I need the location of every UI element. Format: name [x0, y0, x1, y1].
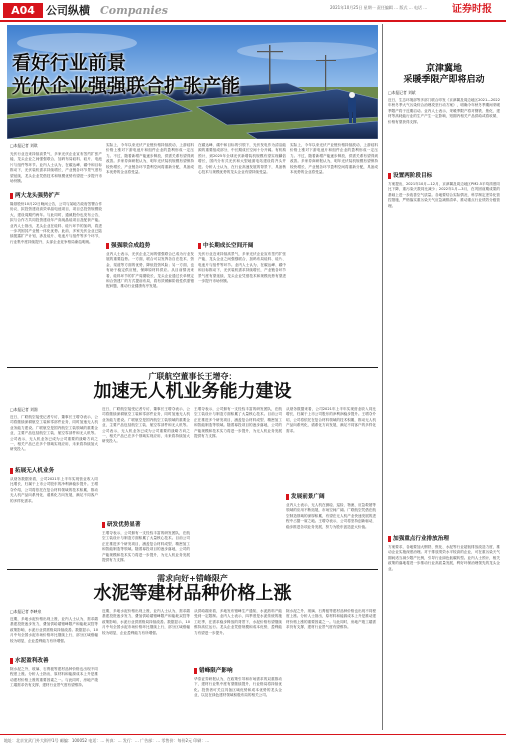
header-meta: 2021年10月25日 星期一 责任编辑 … 版式 … 电话 … [330, 5, 428, 10]
mid-headline: 加速无人机业务能力建设 [93, 381, 292, 402]
right-byline: □本报记者 刘斌 [388, 90, 416, 95]
lead-col-1: 隆基股份10月22日晚间公告，公司与某地方政府签署合作协议，拟投资建设高效单晶电池项目，项目总投资规模较大，建设周期约两年。与此同时，通威股份也发布公告，拟与合作方共同投资建设年产高纯晶硅项目及配套产能。业内人士指出，龙头企业在硅料、硅片环节的加码，将进一步巩固其产业链一体化优势。此前，多家光伏企业已陆续披露扩产计划，涉及硅片、电池片与组件等多个环节，行业集中度持续提升，头部企业竞争格局渐趋明朗。 [10, 202, 102, 244]
mid-col-3: 王增夺表示，公司拥有一支经验丰富的研发团队，在航空工装设计与制造方面积累了大量核心技术。目前公司正在推进多个研发项目，涵盖复合材料成型、精密加工和智能制造等领域。随着募投项目的逐步落地，公司的产能规模和技术实力将进一步提升，为无人机业务发展提供有力支撑。 [194, 407, 282, 439]
right-subhead-2-text: 加强重点行业排放治理 [393, 536, 449, 542]
mid-byline: □本报记者 刘润 [10, 407, 38, 412]
bottom-col-3a: 从供给端来看，多地发布错峰生产通知，水泥熟料产能受到一定限制。业内人士表示，四季度是水泥传统的施工旺季，在需求稳步释放的背景下，水泥价格有望继续维持高位运行。龙头企业凭借规模和成本优势，盈利能力有望进一步提升。 [194, 609, 282, 635]
subhead-marker [388, 536, 391, 542]
right-text-3: 方案要求，各地要加大钢铁、焦化、水泥等行业超低排放改造力度，推动企业实施深度治理。对于排放绩效水平较高的企业，可在重污染天气期间适当减少限产比例，引导行业绿色低碳转型。业内人士预计，相关政策的落地将进一步推动行业高质量发展，利好环保治理领先的龙头企业。 [388, 545, 500, 571]
lead-headline [12, 52, 240, 98]
bottom-headline: 水泥等建材品种价格上涨 [93, 583, 292, 604]
bottom-col-3b: 华泰证券研报认为，在政策引导和市场需求的双重推动下，建材行业集中度有望继续提升，行业格局将持续优化。投资者可关注具备区域优势和成本优势的龙头企业，以及在绿色建材领域积极布局的相关公司。 [194, 677, 282, 698]
lead-col-3: 业内人士表示，光伏企业之间的强强联合已成为行业发展的重要趋势。一方面，联合可以发挥各自在技术、资金、渠道等方面的优势，降低投资风险；另一方面，也有助于稳定供应链，保障原材料供应。从目前情况来看，硅料环节的扩产周期较长，龙头企业通过长单锁定和合资建厂的方式提前布局，将有效缓解阶段性供需错配问题，推动行业健康有序发展。 [106, 252, 194, 289]
lead-subhead-1 [10, 192, 60, 200]
lead-headline-line-2: 光伏企业强强联合扩张产能 [12, 75, 241, 97]
bottom-subhead-2 [194, 667, 233, 675]
mid-col-1a: 近日，广联航空接受记者专访，董事长王增夺表示，公司将继续深耕航空工装和零部件业务，同时加速无人机业务能力建设。广联航空是国内航空工装领域的重要企业，主要产品包括航空工装、航空零部件和无人机等。公司表示，无人机业务已成为公司重要的战略方向之一，相关产品已在多个领域实现应用，未来将持续加大研发投入。 [10, 415, 98, 452]
mid-subhead-3-text: 发展前景广阔 [291, 494, 325, 500]
bottom-col-4: 除水泥之外，玻璃、石膏板等建材品种价格也出现不同程度上涨。分析人士指出，原材料和能源成本上升是推动建材价格上涨的重要因素之一。与此同时，房地产竣工端需求仍有支撑，建材行业景气度有望维持。 [286, 609, 376, 630]
right-column-divider [382, 24, 383, 730]
footer-info: 地址：北京宣武门外大街甲1号 邮编：100052 电话：… 传真：… 发行：… 广告部：… 零售价：每份2元 印刷：… [4, 738, 210, 743]
subhead-marker [102, 522, 105, 528]
mid-subhead-1 [10, 467, 54, 475]
section-divider-1 [7, 367, 378, 368]
header-rule [0, 20, 506, 22]
lead-col-4a: 在碳达峰、碳中和目标的引领下，光伏发电作为清洁能源的重要组成部分，中长期成长空间十分开阔。有机构预计，到2025年全球光伏新增装机规模有望实现翻倍增长，国内分布式光伏和大型地面电站建设将齐头并进。分析人士认为，在行业高速发展的背景下，具备核心技术与规模优势的龙头企业有望持续受益。 [198, 143, 286, 175]
lead-col-5: 实际上，今年以来光伏产业链价格持续波动，上游硅料价格上涨对下游电池片和组件企业的盈利形成一定压力。不过，随着新增产能逐步释放，供需关系有望得到改善。多家券商研报认为，明年光伏装机规模有望保持较快增长，产业链各环节盈利空间将重新分配，具备成本优势的企业将受益。 [290, 143, 378, 175]
footer-rule [0, 734, 506, 735]
mid-col-2b: 王增夺表示，公司拥有一支经验丰富的研发团队，在航空工装设计与制造方面积累了大量核心技术。目前公司正在推进多个研发项目，涵盖复合材料成型、精密加工和智能制造等领域。随着募投项目的逐步落地，公司的产能规模和技术实力将进一步提升，为无人机业务发展提供有力支撑。 [102, 531, 190, 563]
bottom-col-1b: 除水泥之外，玻璃、石膏板等建材品种价格也出现不同程度上涨。分析人士指出，原材料和能源成本上升是推动建材价格上涨的重要因素之一。与此同时，房地产竣工端需求仍有支撑，建材行业景气度有望维持。 [10, 667, 98, 688]
lead-col-2: 实际上，今年以来光伏产业链价格持续波动，上游硅料价格上涨对下游电池片和组件企业的盈利形成一定压力。不过，随着新增产能逐步释放，供需关系有望得到改善。多家券商研报认为，明年光伏装机规模有望保持较快增长，产业链各环节盈利空间将重新分配，具备成本优势的企业将受益。 [106, 143, 194, 175]
lead-subhead-2-text: 强强联合成趋势 [111, 243, 151, 249]
mid-subhead-2 [102, 521, 141, 529]
subhead-marker [286, 494, 289, 500]
subhead-marker [106, 243, 109, 249]
bottom-col-2: 近期，多地水泥价格出现上涨，业内人士认为，需求端基建投资逐步发力，叠加供给端错峰限产和能耗双控等政策影响，水泥行业供需格局持续改善。数据显示，10月中旬全国水泥市场价格环比继续上行，部分区域涨幅较为明显，企业盈利能力有所增强。 [102, 609, 190, 635]
lead-headline-line-1: 看好行业前景 [12, 52, 127, 74]
subhead-marker [194, 668, 197, 674]
mid-subhead-3 [286, 493, 325, 501]
right-text-2: 方案提出，2021年10月—12月，京津冀及周边地区PM2.5平均浓度同比下降，重污染天数同比减少；2022年1月—3月，在巩固前期成果的基础上进一步改善空气质量。各地要结合实际情况，科学制定差异化管控措施，严格落实重污染天气应急减排清单，推动重点行业绩效分级管理。 [388, 182, 500, 208]
mid-subhead-2-text: 研发优势显著 [107, 522, 141, 528]
lead-col-4b: 光伏行业近来持续高景气，多家光伏企业宣布签约扩张产能，龙头企业之间强强联合，加码布局硅料、硅片、电池片与组件等环节。业内人士认为，在碳达峰、碳中和目标推动下，光伏装机需求持续增长，产业链各环节景气度有望延续，龙头企业凭借技术和规模优势有望进一步提升市场份额。 [198, 252, 286, 284]
subhead-marker [10, 193, 13, 199]
right-subhead-1 [388, 172, 432, 180]
bottom-subhead-1 [10, 657, 49, 665]
section-title-en: Companies [100, 4, 168, 17]
bottom-kicker: 需求向好+错峰限产 [157, 574, 228, 583]
right-subhead-1-text: 设置两阶段目标 [393, 173, 433, 179]
subhead-marker [388, 173, 391, 179]
right-headline [386, 64, 502, 86]
lead-subhead-1-text: 两大龙头强势扩产 [15, 193, 60, 199]
bottom-subhead-1-text: 水泥盈利改善 [15, 658, 49, 664]
subhead-marker [10, 658, 13, 664]
mid-col-2: 近日，广联航空接受记者专访，董事长王增夺表示，公司将继续深耕航空工装和零部件业务，同时加速无人机业务能力建设。广联航空是国内航空工装领域的重要企业，主要产品包括航空工装、航空零部件和无人机等。公司表示，无人机业务已成为公司重要的战略方向之一，相关产品已在多个领域实现应用，未来将持续加大研发投入。 [102, 407, 190, 444]
lead-subhead-3-text: 中长期成长空间开阔 [203, 243, 254, 249]
bottom-col-1a: 近期，多地水泥价格出现上涨，业内人士认为，需求端基建投资逐步发力，叠加供给端错峰限产和能耗双控等政策影响，水泥行业供需格局持续改善。数据显示，10月中旬全国水泥市场价格环比继续上行，部分区域涨幅较为明显，企业盈利能力有所增强。 [10, 617, 98, 643]
bottom-byline: □本报记者 李映泉 [10, 609, 42, 614]
mid-subhead-1-text: 拓展无人机业务 [15, 468, 55, 474]
mid-col-4b: 业内人士表示，无人机在测绘、巡检、物流、应急救援等领域的应用不断拓展，市场空间广阔。广联航空凭借在航空制造领域的深厚积累，有望在无人机产业快速发展的进程中占据一席之地。王增夺表示，公司将坚持创新驱动，稳步推进各项业务发展，努力为股东创造更大价值。 [286, 503, 376, 529]
lead-intro: 光伏行业近来持续高景气，多家光伏企业宣布签约扩张产能，龙头企业之间强强联合，加码布局硅料、硅片、电池片与组件等环节。业内人士认为，在碳达峰、碳中和目标推动下，光伏装机需求持续增长，产业链各环节景气度有望延续，龙头企业凭借技术和规模优势有望进一步提升市场份额。 [10, 152, 102, 184]
lead-subhead-3 [198, 242, 253, 250]
right-headline-line-2: 采暖季限产即将启动 [403, 75, 485, 85]
right-subhead-2 [388, 535, 449, 543]
section-divider-2 [7, 569, 378, 570]
mid-kicker: 广联航空董事长王增夺： [148, 372, 237, 381]
bottom-subhead-2-text: 错峰限产影响 [199, 668, 233, 674]
mid-col-4a: 从财务数据来看，公司2021年上半年实现营业收入同比增长，归属于上市公司股东的净利润稳步提升。王增夺介绍，公司将依托在复合材料领域的技术积累，推动无人机产品向系列化、谱系化方向发展，满足不同客户的多样化需求。 [286, 407, 376, 433]
publication-logo: 证券时报 [452, 4, 492, 15]
right-headline-line-1: 京津冀地 [425, 64, 462, 74]
lead-byline: □本报记者 刘琪 [10, 143, 38, 148]
subhead-marker [10, 468, 13, 474]
right-text-1: 近日，生态环境部等多部门联合印发《京津冀及周边地区2021—2022年秋冬季大气污染综合治理攻坚行动方案》，明确今年秋冬季期间采暖季限产将于近期启动。业内人士表示，采暖季限产将对钢铁、焦化、建材等高耗能行业的生产产生一定影响，短期内相关产品供给或将收紧，价格有望获得支撑。 [388, 98, 500, 124]
page-code-badge: A04 [3, 3, 43, 18]
mid-col-1b: 从财务数据来看，公司2021年上半年实现营业收入同比增长，归属于上市公司股东的净利润稳步提升。王增夺介绍，公司将依托在复合材料领域的技术积累，推动无人机产品向系列化、谱系化方向发展，满足不同客户的多样化需求。 [10, 477, 98, 503]
section-title: 公司纵横 [46, 4, 90, 17]
subhead-marker [198, 243, 201, 249]
lead-subhead-2 [106, 242, 150, 250]
